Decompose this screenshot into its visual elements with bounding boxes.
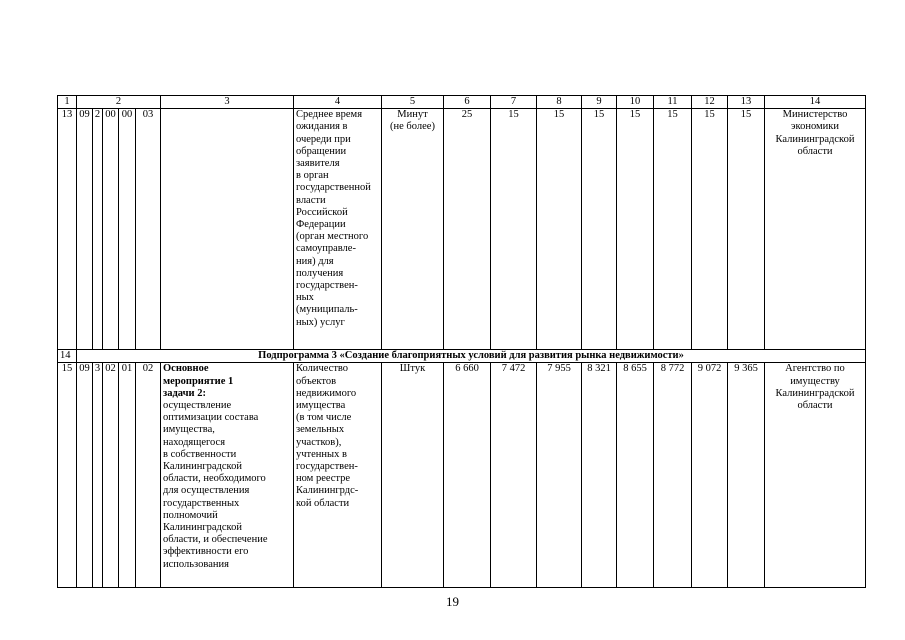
executor-cell: [765, 109, 866, 350]
page-number: 19: [446, 594, 459, 609]
text-line: осуществление: [163, 400, 232, 412]
row-number: 15: [58, 363, 77, 588]
text-line: в орган: [296, 170, 329, 182]
text-line: кой области: [296, 497, 350, 509]
event-description: [163, 400, 291, 571]
text-line: имущества: [296, 400, 346, 412]
value-cell: 6 660: [444, 363, 491, 588]
text-line: (не более): [390, 121, 435, 133]
value-cell: 7 955: [537, 363, 582, 588]
table-row: [58, 109, 866, 350]
text-line: Калининградской: [163, 461, 242, 473]
code-cell: 02: [136, 363, 161, 588]
text-line: в собственности: [163, 448, 237, 460]
text-line: имущества,: [163, 424, 215, 436]
text-line: Калининградской: [775, 387, 855, 399]
text-line: ном реестре: [296, 473, 351, 485]
text-line: государственной: [296, 182, 371, 194]
text-line: области, и обеспечение: [163, 534, 268, 546]
value-cell: 15: [537, 109, 582, 350]
value-cell: 9 072: [692, 363, 728, 588]
text-line: для осуществления: [163, 485, 250, 497]
text-line: эффективности его: [163, 546, 249, 558]
header-cell: 3: [161, 96, 294, 109]
row-number: 13: [58, 109, 77, 350]
text-line: Российской: [296, 206, 348, 218]
text-line: использования: [163, 558, 229, 570]
text-line: получения: [296, 267, 344, 279]
row-number: 14: [58, 350, 77, 363]
text-line: ных: [296, 292, 314, 304]
code-cell: 03: [136, 109, 161, 350]
header-cell: 6: [444, 96, 491, 109]
header-cell: 2: [77, 96, 161, 109]
header-cell: 8: [537, 96, 582, 109]
value-cell: 8 321: [582, 363, 617, 588]
text-line: полномочий: [163, 509, 218, 521]
text-line: Штук: [399, 363, 426, 375]
code-cell: 09: [77, 363, 93, 588]
indicators-table: [57, 95, 866, 588]
text-line: Калининградской: [163, 522, 242, 534]
value-cell: 15: [617, 109, 654, 350]
value-cell: 7 472: [491, 363, 537, 588]
unit-cell: [382, 109, 444, 350]
indicator-cell: [294, 363, 382, 588]
code-cell: 00: [119, 109, 136, 350]
text-line: мероприятие 1: [163, 375, 234, 387]
value-cell: 8 655: [617, 363, 654, 588]
text-line: Среднее время: [296, 109, 363, 121]
code-cell: 00: [103, 109, 119, 350]
code-cell: 2: [93, 109, 103, 350]
text-line: области, необходимого: [163, 473, 266, 485]
value-cell: 9 365: [728, 363, 765, 588]
subprogram-row: [58, 350, 866, 363]
header-cell: 5: [382, 96, 444, 109]
text-line: (в том числе: [296, 412, 352, 424]
header-cell: 14: [765, 96, 866, 109]
code-cell: 01: [119, 363, 136, 588]
text-line: Основное: [163, 363, 209, 375]
text-line: (муниципаль-: [296, 304, 358, 316]
indicator-cell: [294, 109, 382, 350]
code-cell: 3: [93, 363, 103, 588]
text-line: ных) услуг: [296, 316, 345, 328]
header-cell: 10: [617, 96, 654, 109]
text-line: Минут: [397, 109, 428, 121]
value-cell: 15: [654, 109, 692, 350]
text-line: Калинингрдс-: [296, 485, 359, 497]
text-line: Количество: [296, 363, 349, 375]
header-row: [58, 96, 866, 109]
executor-cell: [765, 363, 866, 588]
text-line: самоуправле-: [296, 243, 356, 255]
value-cell: 15: [728, 109, 765, 350]
text-line: государственных: [163, 497, 240, 509]
event-cell: [161, 109, 294, 350]
text-line: задачи 2:: [163, 387, 206, 399]
value-cell: 15: [582, 109, 617, 350]
table-row: [58, 363, 866, 588]
event-cell: [161, 363, 294, 588]
header-cell: 9: [582, 96, 617, 109]
text-line: очереди при: [296, 133, 351, 145]
text-line: учтенных в: [296, 448, 347, 460]
event-title: [163, 363, 291, 400]
text-line: находящегося: [163, 436, 226, 448]
value-cell: 8 772: [654, 363, 692, 588]
text-line: заявителя: [296, 158, 340, 170]
text-line: оптимизации состава: [163, 412, 259, 424]
text-line: государствен-: [296, 280, 358, 292]
text-line: экономики: [791, 121, 839, 133]
text-line: земельных: [296, 424, 345, 436]
text-line: обращении: [296, 145, 347, 157]
text-line: Министерство: [782, 109, 848, 121]
header-cell: 4: [294, 96, 382, 109]
text-line: области: [797, 400, 833, 412]
text-line: ожидания в: [296, 121, 348, 133]
value-cell: 15: [692, 109, 728, 350]
header-cell: 12: [692, 96, 728, 109]
subprogram-title: Подпрограмма 3 «Создание благоприятных условий для развития рынка недвижимости»: [77, 350, 866, 363]
text-line: участков),: [296, 436, 342, 448]
value-cell: 15: [491, 109, 537, 350]
value-cell: 25: [444, 109, 491, 350]
header-cell: 11: [654, 96, 692, 109]
text-line: объектов: [296, 375, 337, 387]
text-line: Агентство по: [785, 363, 845, 375]
header-cell: 13: [728, 96, 765, 109]
code-cell: 09: [77, 109, 93, 350]
text-line: власти: [296, 194, 326, 206]
unit-cell: [382, 363, 444, 588]
text-line: Федерации: [296, 219, 346, 231]
text-line: государствен-: [296, 461, 358, 473]
code-cell: 02: [103, 363, 119, 588]
text-line: (орган местного: [296, 231, 369, 243]
text-line: недвижимого: [296, 387, 357, 399]
text-line: имуществу: [790, 375, 840, 387]
text-line: ния) для: [296, 255, 334, 267]
header-cell: 1: [58, 96, 77, 109]
text-line: Калининградской: [775, 133, 855, 145]
header-cell: 7: [491, 96, 537, 109]
text-line: области: [797, 145, 833, 157]
